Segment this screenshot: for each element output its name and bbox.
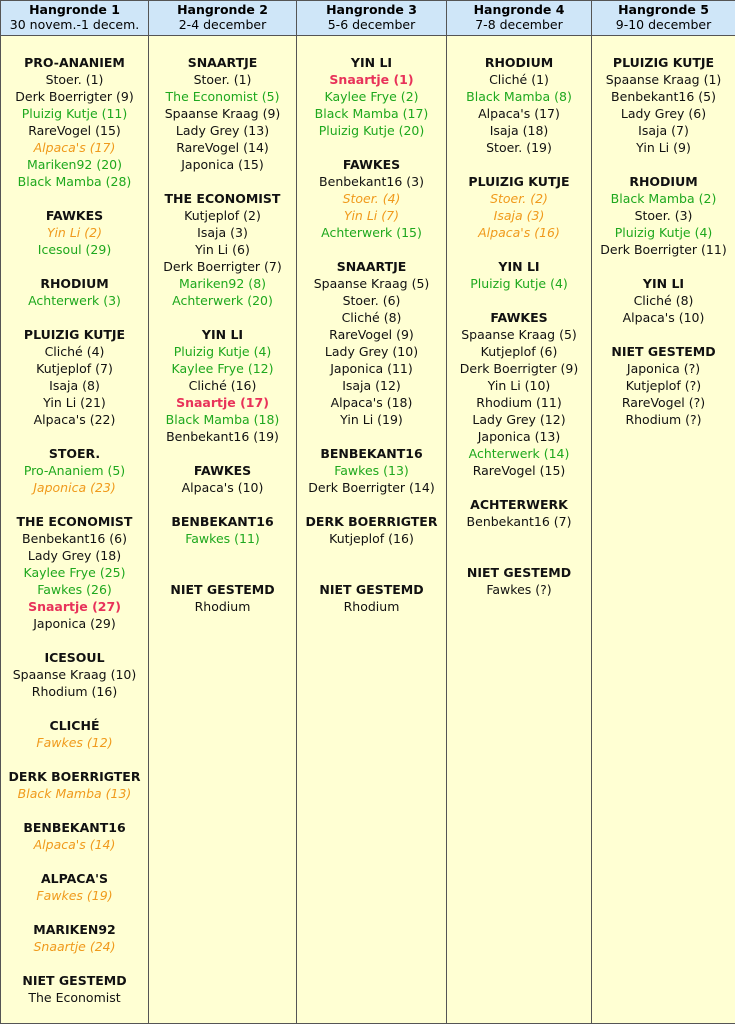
vote-entry: Black Mamba (17) [297,105,446,122]
vote-entry: Alpaca's (10) [592,309,735,326]
vote-entry: Cliché (8) [297,309,446,326]
candidate-name: NIET GESTEMD [297,581,446,598]
vote-entry: Kutjeplof (7) [1,360,148,377]
vote-group [149,513,296,564]
candidate-name: DERK BOERRIGTER [1,768,148,785]
vote-group [1,326,148,428]
vote-entry: Fawkes (11) [149,530,296,547]
vote-entry: Fawkes (19) [1,887,148,904]
vote-entry: Snaartje (27) [1,598,148,615]
vote-entry: Spaanse Kraag (1) [592,71,735,88]
candidate-name: YIN LI [592,275,735,292]
vote-entry: Black Mamba (28) [1,173,148,190]
vote-group [1,819,148,853]
vote-entry: Derk Boerrigter (7) [149,258,296,275]
vote-group [447,173,591,241]
vote-group [1,870,148,904]
candidate-name: BENBEKANT16 [297,445,446,462]
vote-group [297,54,446,139]
vote-entry: Alpaca's (22) [1,411,148,428]
vote-entry: Stoer. (19) [447,139,591,156]
candidate-name: ALPACA'S [1,870,148,887]
round-date: 9-10 december [592,17,735,32]
vote-entry: Kaylee Frye (2) [297,88,446,105]
candidate-name: SNAARTJE [297,258,446,275]
vote-entry: Isaja (3) [149,224,296,241]
vote-entry: Isaja (8) [1,377,148,394]
candidate-name: NIET GESTEMD [592,343,735,360]
vote-group [149,581,296,615]
candidate-name: PLUIZIG KUTJE [447,173,591,190]
vote-entry: Stoer. (6) [297,292,446,309]
vote-entry: Lady Grey (13) [149,122,296,139]
vote-entry: Yin Li (7) [297,207,446,224]
candidate-name: ICESOUL [1,649,148,666]
vote-entry: Cliché (1) [447,71,591,88]
vote-entry: Kaylee Frye (12) [149,360,296,377]
vote-entry: Mariken92 (8) [149,275,296,292]
vote-entry: Japonica (23) [1,479,148,496]
candidate-name: MARIKEN92 [1,921,148,938]
header-row [1,1,735,36]
vote-group [1,768,148,802]
vote-entry: Pluizig Kutje (20) [297,122,446,139]
vote-entry: RareVogel (15) [447,462,591,479]
vote-entry: The Economist [1,989,148,1006]
vote-entry: Derk Boerrigter (9) [1,88,148,105]
vote-entry: Cliché (4) [1,343,148,360]
vote-entry: The Economist (5) [149,88,296,105]
candidate-name: RHODIUM [1,275,148,292]
round-title: Hangronde 5 [592,2,735,17]
vote-group [297,445,446,496]
candidate-name: ACHTERWERK [447,496,591,513]
candidate-name: FAWKES [149,462,296,479]
vote-entry: Kutjeplof (?) [592,377,735,394]
vote-entry: Black Mamba (13) [1,785,148,802]
vote-entry: Derk Boerrigter (9) [447,360,591,377]
vote-group [1,445,148,496]
vote-entry: Kutjeplof (16) [297,530,446,547]
vote-entry: Rhodium (?) [592,411,735,428]
vote-group [1,921,148,955]
vote-entry: Stoer. (1) [149,71,296,88]
vote-entry: Black Mamba (2) [592,190,735,207]
candidate-name: THE ECONOMIST [149,190,296,207]
vote-entry: Benbekant16 (7) [447,513,591,530]
vote-group [149,54,296,173]
candidate-name: PLUIZIG KUTJE [592,54,735,71]
vote-entry: Isaja (12) [297,377,446,394]
round-date: 5-6 december [297,17,446,32]
candidate-name: YIN LI [297,54,446,71]
vote-entry: Spaanse Kraag (10) [1,666,148,683]
vote-entry: Stoer. (4) [297,190,446,207]
vote-entry: Alpaca's (17) [1,139,148,156]
vote-entry: Yin Li (21) [1,394,148,411]
vote-entry: Pluizig Kutje (11) [1,105,148,122]
vote-entry: Isaja (3) [447,207,591,224]
vote-entry: Lady Grey (18) [1,547,148,564]
vote-entry: Japonica (13) [447,428,591,445]
vote-entry: Isaja (7) [592,122,735,139]
round-1-column [1,36,149,1024]
vote-entry: Yin Li (2) [1,224,148,241]
vote-group [149,326,296,445]
candidate-name: PRO-ANANIEM [1,54,148,71]
vote-entry: Pluizig Kutje (4) [149,343,296,360]
vote-group [592,343,735,428]
vote-entry: Spaanse Kraag (9) [149,105,296,122]
vote-entry: Kutjeplof (2) [149,207,296,224]
vote-group [149,190,296,309]
round-date: 30 novem.-1 decem. [1,17,148,32]
vote-group [592,275,735,326]
vote-group [297,581,446,615]
vote-entry: Fawkes (13) [297,462,446,479]
vote-group [297,513,446,564]
vote-entry: Alpaca's (14) [1,836,148,853]
vote-entry: Lady Grey (10) [297,343,446,360]
vote-group [447,258,591,292]
candidate-name: CLICHÉ [1,717,148,734]
vote-entry: Fawkes (?) [447,581,591,598]
vote-group [447,309,591,479]
vote-entry: Benbekant16 (19) [149,428,296,445]
vote-entry: Black Mamba (18) [149,411,296,428]
candidate-name: DERK BOERRIGTER [297,513,446,530]
round-2-header [149,1,297,36]
vote-entry: Rhodium [149,598,296,615]
vote-entry: Black Mamba (8) [447,88,591,105]
candidate-name: NIET GESTEMD [149,581,296,598]
round-4-column [447,36,592,1024]
vote-entry: Derk Boerrigter (11) [592,241,735,258]
vote-group [1,972,148,1006]
candidate-name: NIET GESTEMD [447,564,591,581]
vote-entry: Spaanse Kraag (5) [297,275,446,292]
vote-entry: Snaartje (24) [1,938,148,955]
vote-group [1,649,148,700]
vote-group [1,513,148,632]
candidate-name: FAWKES [447,309,591,326]
vote-entry: Stoer. (1) [1,71,148,88]
vote-entry: Stoer. (2) [447,190,591,207]
vote-entry: Achterwerk (15) [297,224,446,241]
candidate-name: RHODIUM [447,54,591,71]
vote-entry: Japonica (29) [1,615,148,632]
vote-entry: Fawkes (12) [1,734,148,751]
vote-entry: Pluizig Kutje (4) [447,275,591,292]
candidate-name: RHODIUM [592,173,735,190]
vote-entry: RareVogel (15) [1,122,148,139]
vote-entry: Yin Li (6) [149,241,296,258]
vote-entry: Rhodium (11) [447,394,591,411]
vote-entry: Cliché (16) [149,377,296,394]
round-3-column [297,36,447,1024]
vote-entry: Japonica (15) [149,156,296,173]
vote-entry: Kutjeplof (6) [447,343,591,360]
vote-entry: Alpaca's (18) [297,394,446,411]
candidate-name: FAWKES [1,207,148,224]
spacer [447,530,591,547]
candidate-name: FAWKES [297,156,446,173]
vote-entry: Snaartje (1) [297,71,446,88]
vote-entry: Rhodium (16) [1,683,148,700]
vote-entry: Derk Boerrigter (14) [297,479,446,496]
vote-entry: Alpaca's (10) [149,479,296,496]
vote-entry: Lady Grey (6) [592,105,735,122]
vote-entry: Spaanse Kraag (5) [447,326,591,343]
vote-entry: RareVogel (?) [592,394,735,411]
vote-entry: Fawkes (26) [1,581,148,598]
candidate-name: YIN LI [149,326,296,343]
vote-entry: Pro-Ananiem (5) [1,462,148,479]
vote-entry: Alpaca's (17) [447,105,591,122]
vote-entry: Yin Li (10) [447,377,591,394]
vote-entry: Alpaca's (16) [447,224,591,241]
vote-entry: Snaartje (17) [149,394,296,411]
round-3-header [297,1,447,36]
spacer [149,547,296,564]
round-5-header [592,1,735,36]
vote-entry: RareVogel (9) [297,326,446,343]
vote-entry: Icesoul (29) [1,241,148,258]
vote-group [297,258,446,428]
spacer [297,547,446,564]
candidate-name: PLUIZIG KUTJE [1,326,148,343]
vote-entry: Isaja (18) [447,122,591,139]
vote-group [297,156,446,241]
round-4-header [447,1,592,36]
vote-group [1,54,148,190]
vote-entry: RareVogel (14) [149,139,296,156]
round-5-column [592,36,735,1024]
vote-entry: Yin Li (9) [592,139,735,156]
vote-group [1,275,148,309]
round-title: Hangronde 1 [1,2,148,17]
candidate-name: SNAARTJE [149,54,296,71]
candidate-name: BENBEKANT16 [1,819,148,836]
vote-group [149,462,296,496]
vote-entry: Benbekant16 (3) [297,173,446,190]
vote-entry: Achterwerk (14) [447,445,591,462]
round-title: Hangronde 3 [297,2,446,17]
vote-group [592,54,735,156]
vote-group [447,54,591,156]
vote-group [447,496,591,547]
vote-entry: Kaylee Frye (25) [1,564,148,581]
body-row [1,36,735,1024]
round-date: 7-8 december [447,17,591,32]
vote-entry: Stoer. (3) [592,207,735,224]
vote-entry: Yin Li (19) [297,411,446,428]
vote-group [447,564,591,598]
round-title: Hangronde 2 [149,2,296,17]
candidate-name: STOER. [1,445,148,462]
vote-entry: Benbekant16 (5) [592,88,735,105]
candidate-name: THE ECONOMIST [1,513,148,530]
vote-entry: Pluizig Kutje (4) [592,224,735,241]
candidate-name: YIN LI [447,258,591,275]
vote-entry: Rhodium [297,598,446,615]
vote-entry: Cliché (8) [592,292,735,309]
candidate-name: BENBEKANT16 [149,513,296,530]
vote-entry: Mariken92 (20) [1,156,148,173]
vote-group [592,173,735,258]
vote-entry: Benbekant16 (6) [1,530,148,547]
vote-group [1,207,148,258]
round-date: 2-4 december [149,17,296,32]
round-2-column [149,36,297,1024]
vote-entry: Lady Grey (12) [447,411,591,428]
vote-entry: Achterwerk (3) [1,292,148,309]
vote-group [1,717,148,751]
round-title: Hangronde 4 [447,2,591,17]
candidate-name: NIET GESTEMD [1,972,148,989]
vote-entry: Achterwerk (20) [149,292,296,309]
round-1-header [1,1,149,36]
vote-entry: Japonica (?) [592,360,735,377]
vote-entry: Japonica (11) [297,360,446,377]
